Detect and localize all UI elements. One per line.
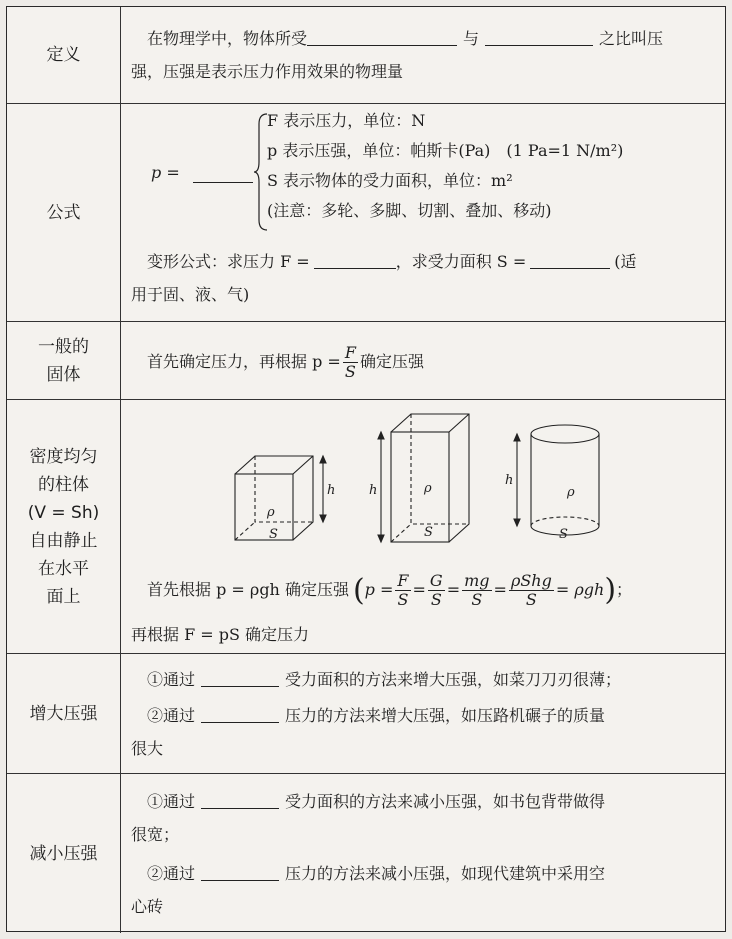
label-general-solid: 一般的 固体: [7, 322, 121, 399]
blank-increase-force: [201, 704, 279, 723]
cylinder-figure: [514, 425, 599, 535]
row-formula: [7, 104, 725, 322]
label-decrease-pressure: 减小压强: [7, 774, 121, 933]
row-increase-pressure: [7, 654, 725, 774]
fraction-f-over-s: $\frac{F}{S}$: [344, 343, 356, 381]
blank-force-formula: [314, 250, 396, 269]
svg-text:S: S: [424, 525, 433, 540]
blank-formula: [193, 164, 253, 183]
blank-decrease-force: [201, 862, 279, 881]
blank-increase-area: [201, 668, 279, 687]
row-decrease-pressure: [7, 774, 725, 933]
svg-text:h: h: [327, 483, 336, 498]
svg-text:S: S: [269, 527, 278, 542]
content-formula: p = F 表示压力，单位：N p 表示压强，单位：帕斯卡(Pa) (1 Pa=1 N/m²) S 表示物体的受力面积，单位：m² (注意：多轮、多脚、切割、叠加、移动) 变形公式：求压力 F = ，求受力面积 S = (适 用于固、液、气): [131, 111, 637, 304]
svg-text:h: h: [505, 473, 514, 488]
content-increase-pressure: ①通过 受力面积的方法来增大压强，如菜刀刀刃很薄； ②通过 压力的方法来增大压强，如压路机碾子的质量 很大: [131, 670, 622, 758]
svg-text:ρ: ρ: [267, 505, 275, 520]
svg-text:S: S: [559, 527, 568, 542]
cube-figure: [235, 456, 326, 540]
formula-lhs: p =: [151, 163, 180, 182]
blank-force: [307, 27, 457, 46]
pressure-summary-table: [6, 6, 726, 932]
blank-area: [485, 27, 593, 46]
content-definition: 在物理学中，物体所受 与 之比叫压 强，压强是表示压力作用效果的物理量: [131, 29, 664, 81]
svg-text:ρ: ρ: [567, 485, 575, 500]
row-definition: [7, 7, 725, 104]
label-increase-pressure: 增大压强: [7, 654, 121, 773]
row-general-solid: [7, 322, 725, 400]
column-figures: [221, 412, 621, 547]
blank-area-formula: [530, 250, 610, 269]
content-decrease-pressure: ①通过 受力面积的方法来减小压强，如书包背带做得 很宽； ②通过 压力的方法来减小压强，如现代建筑中采用空 心砖: [131, 792, 606, 916]
svg-text:h: h: [369, 483, 378, 498]
content-uniform-column: h ρ S h ρ S h ρ S 首先根据 p = ρgh 确定压强 (p = $\frac{F}{S}$ = $\frac{G}{S}$ = $\frac{mg}{S}$ = $\frac{\text{ρShg}}{S}$ = ρgh)； 再根据 F = pS 确定压力: [121, 400, 725, 653]
blank-decrease-area: [201, 790, 279, 809]
prism-figure: [378, 414, 469, 542]
row-uniform-column: [7, 400, 725, 654]
svg-text:ρ: ρ: [424, 481, 432, 496]
column-formula-line: 首先根据 p = ρgh 确定压强 (p = $\frac{F}{S}$ = $\frac{G}{S}$ = $\frac{mg}{S}$ = $\frac{\text{ρShg}}{S}$ = ρgh)；: [147, 571, 633, 609]
label-formula: 公式: [7, 104, 121, 321]
label-uniform-column: 密度均匀 的柱体 (V = Sh) 自由静止 在水平 面上: [7, 400, 121, 653]
label-definition: 定义: [7, 7, 121, 103]
content-general-solid: 首先确定压力，再根据 p = $\frac{F}{S}$ 确定压强: [147, 343, 424, 381]
